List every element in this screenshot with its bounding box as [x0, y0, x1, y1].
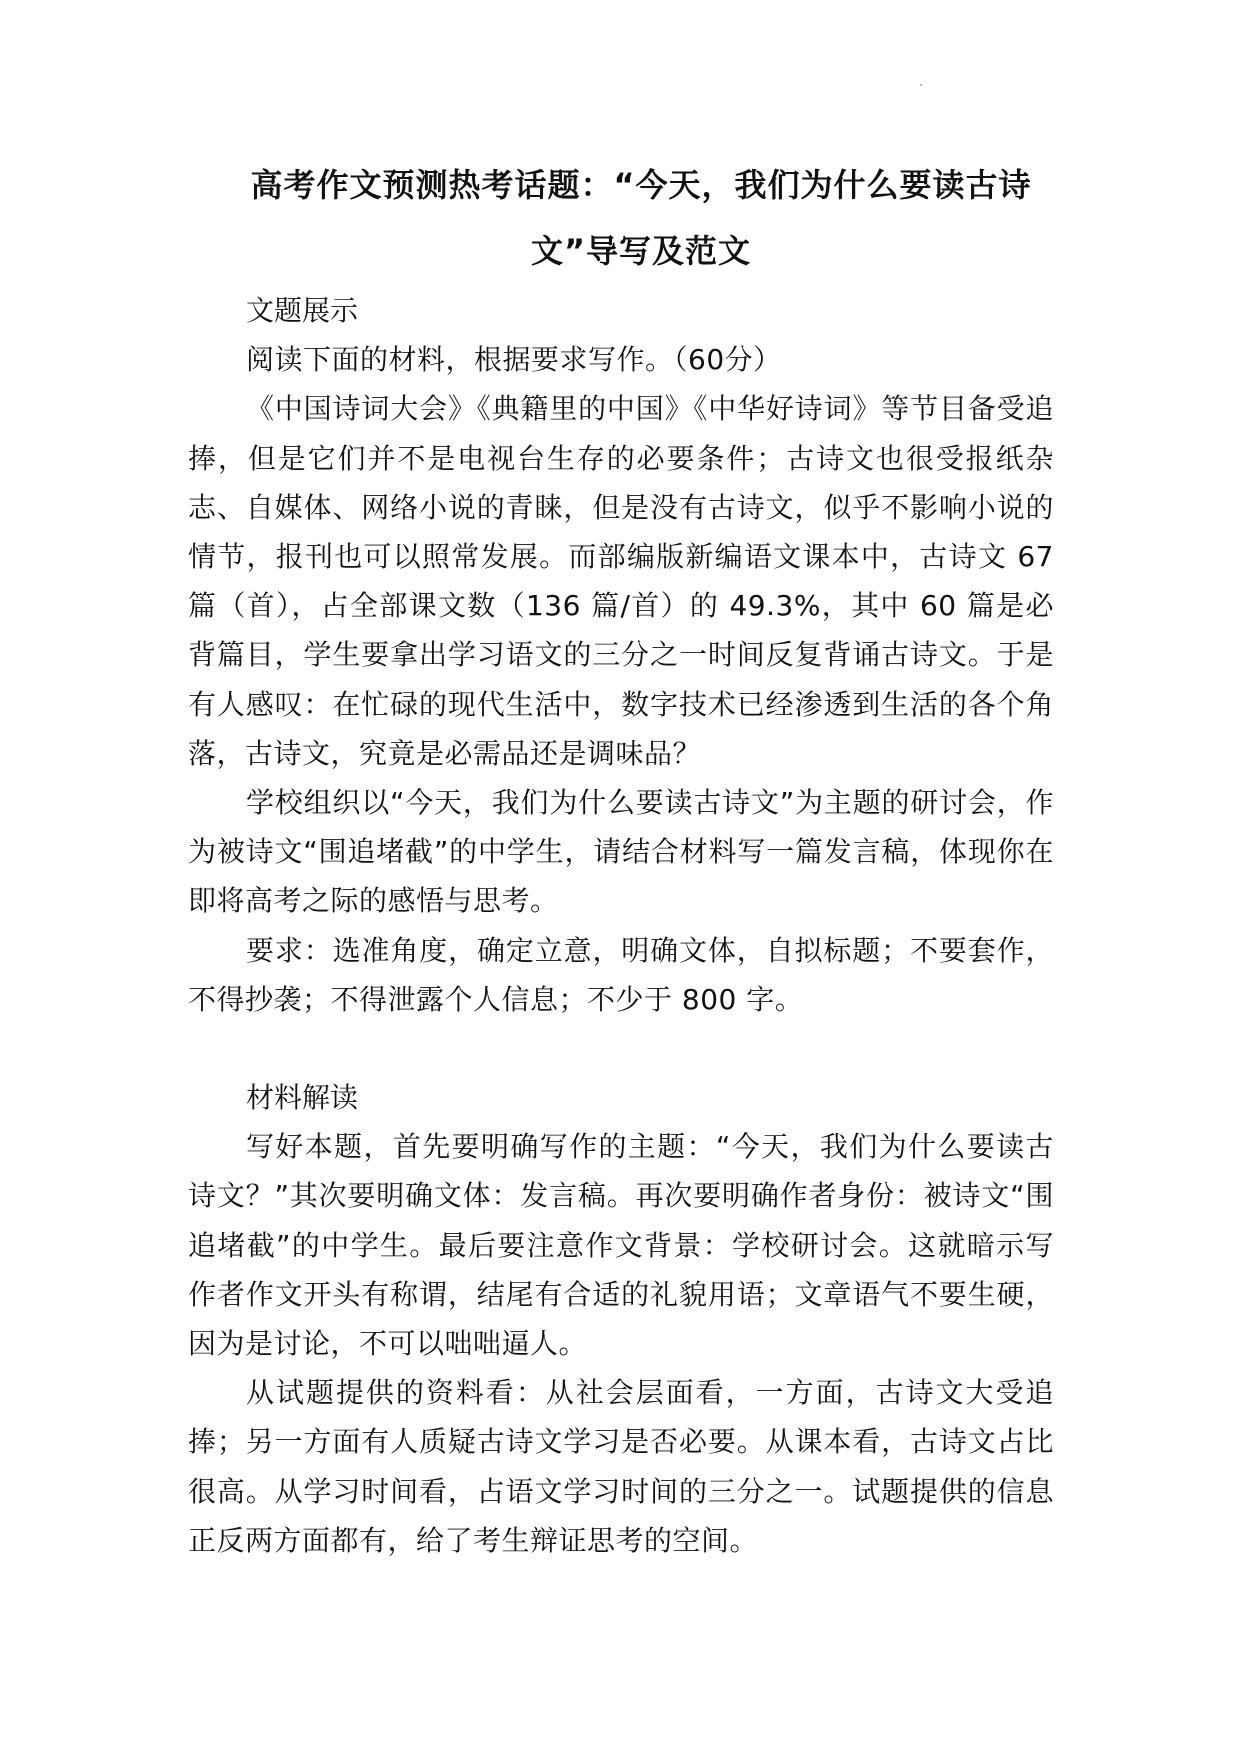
- paragraph: 写好本题，首先要明确写作的主题：“今天，我们为什么要读古诗文？”其次要明确文体：发言稿。再次要明确作者身份：被诗文“围追堵截”的中学生。最后要注意作文背景：学校研讨会。这就暗示写作者作文开头有称谓，结尾有合适的礼貌用语；文章语气不要生硬，因为是讨论，不可以咄咄逼人。: [188, 1130, 1054, 1361]
- paragraph: 阅读下面的材料，根据要求写作。（60分）: [246, 343, 782, 377]
- section-heading-prompt: 文题展示: [246, 294, 359, 327]
- paragraph: 学校组织以“今天，我们为什么要读古诗文”为主题的研讨会，作为被诗文“围追堵截”的中学生，请结合材料写一篇发言稿，体现你在即将高考之际的感悟与思考。: [188, 786, 1054, 918]
- document-body: [188, 152, 1054, 1565]
- scan-dot: [920, 84, 922, 86]
- document-title: 高考作文预测热考话题：“今天，我们为什么要读古诗文”导写及范文: [250, 166, 1032, 270]
- paragraph: 《中国诗词大会》《典籍里的中国》《中华好诗词》等节目备受追捧，但是它们并不是电视台生存的必要条件；古诗文也很受报纸杂志、自媒体、网络小说的青睐，但是没有古诗文，似乎不影响小说的情节，报刊也可以照常发展。而部编版新编语文课本中，古诗文 67篇（首），占全部课文数（136 篇/首）的 49.3%，其中 60 篇是必背篇目，学生要拿出学习语文的三分之一时间反复背诵古诗文。于是有人感叹：在忙碌的现代生活中，数字技术已经渗透到生活的各个角落，古诗文，究竟是必需品还是调味品？: [188, 392, 1054, 770]
- section-heading-analysis: 材料解读: [246, 1081, 359, 1115]
- paragraph: 从试题提供的资料看：从社会层面看，一方面，古诗文大受追捧；另一方面有人质疑古诗文学习是否必要。从课本看，古诗文占比很高。从学习时间看，占语文学习时间的三分之一。试题提供的信息正反两方面都有，给了考生辩证思考的空间。: [188, 1376, 1054, 1557]
- paragraph: 要求：选准角度，确定立意，明确文体，自拟标题；不要套作，不得抄袭；不得泄露个人信息；不少于 800 字。: [188, 933, 1054, 1016]
- blank-line: [188, 1024, 1054, 1073]
